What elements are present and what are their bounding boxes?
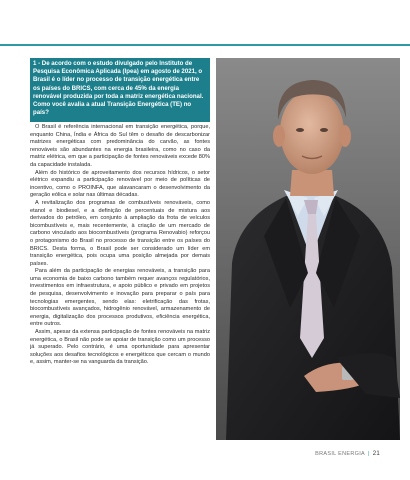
paragraph: A revitalização dos programas de combustíveis renováveis, como etanol e biodiesel, e a definição de percentuais de mistura aos derivados do petróleo, em conjunto à ampliação da frota de veículos bicombustíveis e, mais recentemente, à criação de um mercado de carbono vinculado aos biocombustíveis (programa Renovabio) reforçou o protagonismo do Brasil no processo de transição entre os países do BRICS. Desta forma, o Brasil pode ser considerado um líder em transição energética, pois ocupa uma posição almejada por demais países. [30, 199, 210, 267]
paragraph: Assim, apesar da extensa participação de fontes renováveis na matriz energética, o Brasil não pode se apoiar de transição como um processo já superado. Pelo contrário, é uma oportunidade para apresentar soluções aos desafios tecnológicos e energéticos que cercam o mundo e, assim, manter-se na vanguarda da transição. [30, 329, 210, 366]
paragraph: O Brasil é referência internacional em transição energética, porque, enquanto China, Índia e África do Sul têm o desafio de descarbonizar matrizes energéticas com predominância do carvão, as fontes renováveis são abundantes na energia brasileira, como no caso da matriz elétrica, em que a participação de fontes renováveis excede 80% da capacidade instalada. [30, 124, 210, 168]
answer-text [30, 124, 210, 434]
question-box [30, 58, 210, 122]
paragraph: Além do histórico de aproveitamento dos recursos hídricos, o setor elétrico expandiu a participação renovável por meio de políticas de incentivo, como o PROINFA, que alavancaram o desenvolvimento da geração eólica e solar nas últimas décadas. [30, 169, 210, 199]
top-rule [0, 44, 410, 46]
page-footer [315, 451, 380, 457]
portrait-illustration [216, 58, 400, 440]
page-number: 21 [372, 451, 380, 457]
portrait-photo [216, 58, 400, 440]
footer-separator: | [367, 451, 370, 457]
question-text: 1 - De acordo com o estudo divulgado pelo Instituto de Pesquisa Econômica Aplicada (Ipea) em agosto de 2021, o Brasil é o líder no processo de transição energética entre os países do BRICS, com cerca de 45% da energia renovável produzida por toda a matriz energética nacional. Como você avalia a atual Transição Energética (TE) no país? [33, 60, 204, 117]
paragraph: Para além da participação de energias renováveis, a transição para uma economia de baixo carbono também requer avanços regulatórios, investimentos em infraestrutura, e apoio público e privado em projetos de pesquisa, desenvolvimento e inovação para preparar o país para tecnologias emergentes, sendo elas: eletrificação das frotas, biocombustíveis avançados, hidrogênio renovável, armazenamento de energia, digitalização dos processos produtivos, eficiência energética, entre outros. [30, 268, 210, 328]
footer-label: BRASIL ENERGIA [315, 451, 365, 457]
